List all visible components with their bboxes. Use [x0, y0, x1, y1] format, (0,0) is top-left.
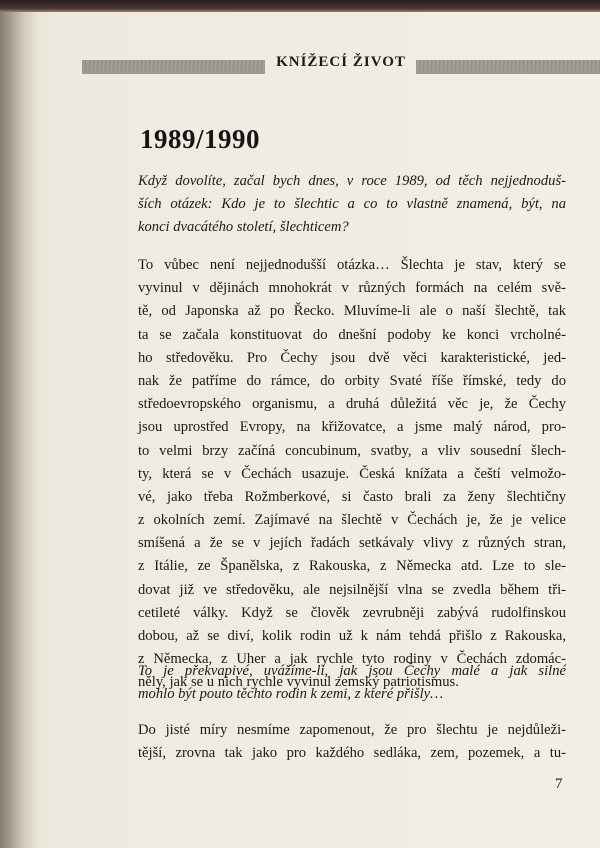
text-line: to velmi brzy začíná concubinum, svatby, a vliv sousední šlech- [138, 442, 566, 459]
paragraph-question-1 [138, 170, 566, 240]
header-bar-right [416, 60, 600, 74]
text-line: dovat již ve středověku, ale nejsilnější vlna se zvedla během tři- [138, 581, 566, 598]
text-line: středoevropského organismu, a druhá důležitá věc je, že Čechy [138, 396, 566, 413]
text-line: Když dovolíte, začal bych dnes, v roce 1989, od těch nejjednoduš- [138, 173, 566, 189]
text-line: smíšená a že se v jejích řadách setkávaly vlivy z různých stran, [138, 535, 566, 552]
text-line: ty, která se v Čechách usazuje. Česká knížata a čeští velmožo- [138, 465, 566, 482]
text-line: něly, jak se u nich rychle vyvinul zemský patriotismus. [138, 674, 459, 691]
text-line: To vůbec není nejjednodušší otázka… Šlechta je stav, který se [138, 257, 566, 273]
text-line: z okolních zemí. Zajímavé na šlechtě v Čechách je, že je velice [138, 512, 566, 529]
text-line: To je překvapivé, uvážíme-li, jak jsou Čechy malé a jak silné [138, 663, 566, 679]
text-line: z Itálie, ze Španělska, z Rakouska, z Německa atd. Lze to sle- [138, 558, 566, 575]
text-line: konci dvacátého století, šlechticem? [138, 219, 349, 236]
text-line: jsou uprostřed Evropy, na křižovatce, a jsme malý národ, pro- [138, 419, 566, 436]
text-line: nak že patříme do rámce, do orbity Svaté říše římské, tedy do [138, 372, 566, 389]
page-top-edge [0, 0, 600, 12]
header-bar-left [82, 60, 265, 74]
text-line: vyvinul v dějinách mnohokrát v různých formách na celém svě- [138, 280, 566, 297]
text-line: ho středověku. Pro Čechy jsou dvě věci karakteristické, jed- [138, 349, 566, 366]
running-header-title: KNÍŽECÍ ŽIVOT [276, 54, 406, 70]
running-header [82, 49, 600, 83]
text-line: ta se začala konstituovat do dnešní podoby ke konci vrcholné- [138, 326, 566, 343]
text-line: ších otázek: Kdo je to šlechtic a co to vlastně znamená, být, na [138, 196, 566, 213]
text-line: mohlo být pouto těchto rodin k zemi, z které přišly… [138, 686, 444, 703]
gutter-shadow [0, 12, 40, 848]
text-line: z Německa, z Uher a jak rychle tyto rodiny v Čechách zdomác- [138, 651, 566, 668]
text-line: Do jisté míry nesmíme zapomenout, že pro šlechtu je nejdůleži- [138, 722, 566, 738]
text-line: dobou, až se diví, kolik rodin už k nám tehdá přišlo z Rakouska, [138, 628, 566, 644]
paragraph-answer-2 [138, 719, 566, 765]
text-line: tě, od Japonska až po Řecko. Mluvíme-li ale o naší šlechtě, tak [138, 303, 566, 320]
text-line: vé, jako třeba Rožmberkové, si často brali za ženy šlechtičny [138, 488, 566, 505]
text-line: cetileté války. Když se člověk zevrubněji zabývá rudolfinskou [138, 604, 566, 621]
text-line: tější, zrovna tak jako pro každého sedláka, zem, pozemek, a tu- [138, 745, 566, 762]
page-number: 7 [555, 776, 563, 792]
chapter-title: 1989/1990 [140, 124, 261, 154]
paragraph-answer-1 [138, 254, 566, 695]
paragraph-question-2 [138, 660, 566, 706]
